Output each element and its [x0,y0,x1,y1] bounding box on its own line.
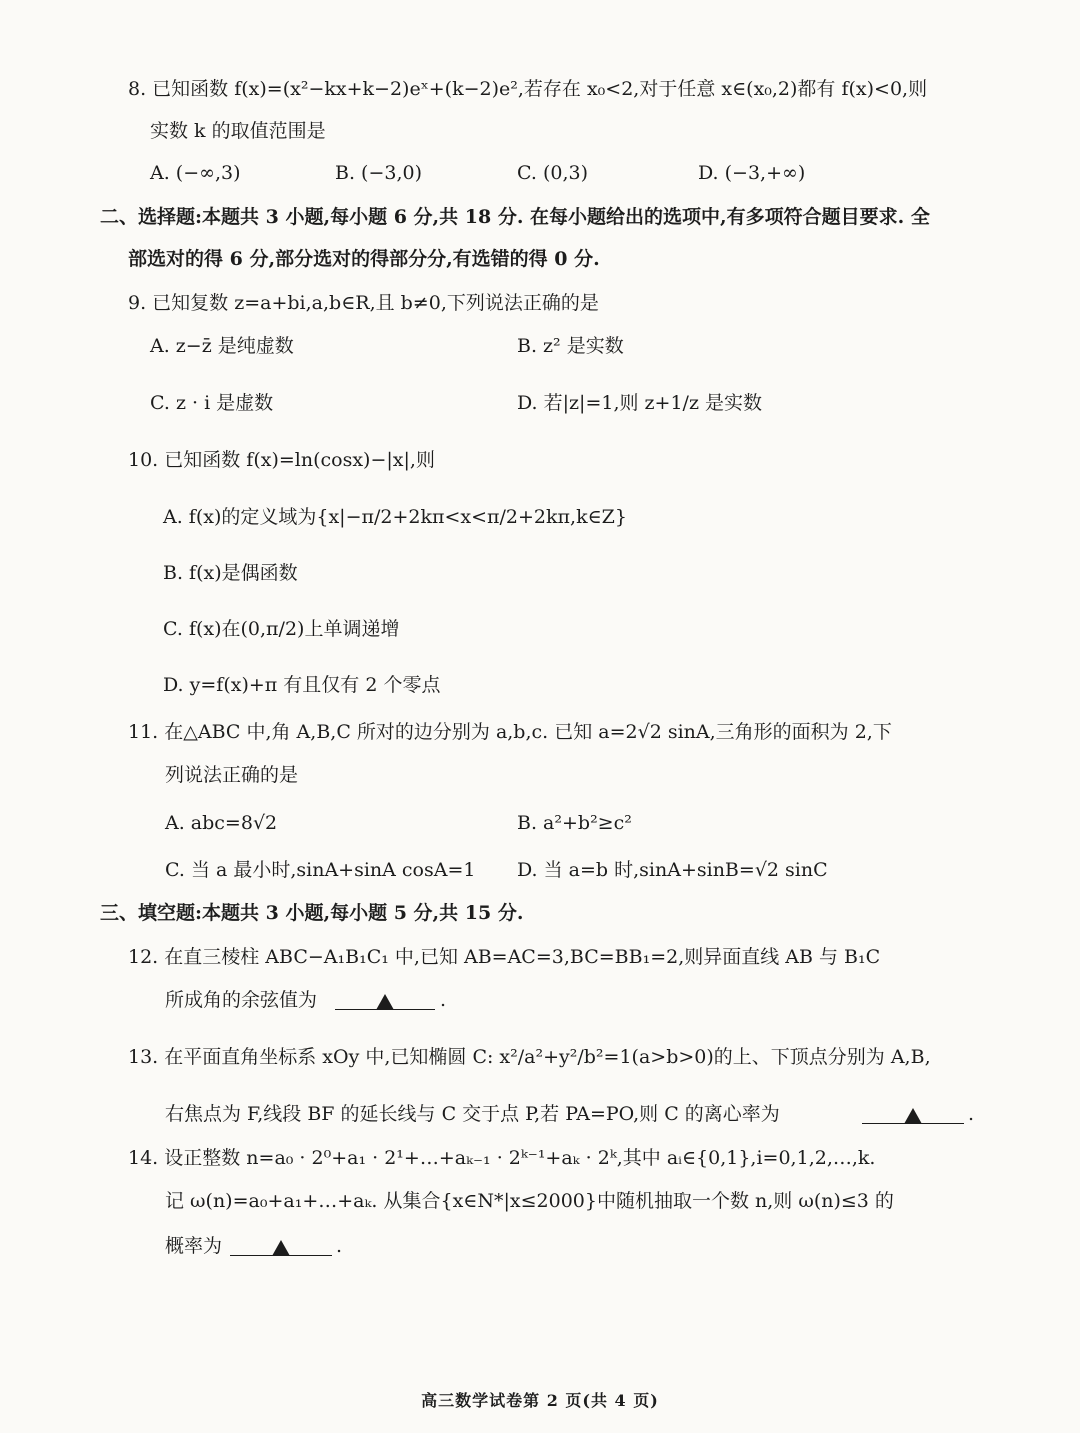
triangle-icon [904,1108,922,1124]
q10-option-d: D. y=f(x)+π 有且仅有 2 个零点 [163,674,441,696]
q10-stem: 10. 已知函数 f(x)=ln(cosx)−|x|,则 [128,449,435,471]
q10-option-c: C. f(x)在(0,π/2)上单调递增 [163,618,400,640]
q11-option-b: B. a²+b²≥c² [517,812,632,834]
q12-stem-line1: 12. 在直三棱柱 ABC−A₁B₁C₁ 中,已知 AB=AC=3,BC=BB₁=2,则异面直线 AB 与 B₁C [128,946,881,968]
q11-option-a: A. abc=8√2 [165,812,278,834]
q8-option-c: C. (0,3) [517,162,588,184]
q13-stem-line1: 13. 在平面直角坐标系 xOy 中,已知椭圆 C: x²/a²+y²/b²=1(a>b>0)的上、下顶点分别为 A,B, [128,1046,931,1068]
q9-option-b: B. z² 是实数 [517,335,624,357]
q14-stem-line3: 概率为 [165,1235,223,1257]
q13-stem-line2: 右焦点为 F,线段 BF 的延长线与 C 交于点 P,若 PA=PO,则 C 的离心率为 [165,1103,780,1125]
q11-stem-line1: 11. 在△ABC 中,角 A,B,C 所对的边分别为 a,b,c. 已知 a=2√2 sinA,三角形的面积为 2,下 [128,721,892,743]
q8-stem-line1: 8. 已知函数 f(x)=(x²−kx+k−2)eˣ+(k−2)e²,若存在 x₀<2,对于任意 x∈(x₀,2)都有 f(x)<0,则 [128,78,928,100]
q12-answer-blank[interactable] [335,987,435,1010]
q14-period: . [336,1235,343,1257]
section2-heading-line2: 部选对的得 6 分,部分选对的得部分分,有选错的得 0 分. [128,248,600,270]
q8-option-a: A. (−∞,3) [150,162,241,184]
q10-option-a: A. f(x)的定义域为{x|−π/2+2kπ<x<π/2+2kπ,k∈Z} [163,506,627,528]
q11-option-d: D. 当 a=b 时,sinA+sinB=√2 sinC [517,859,828,881]
q14-stem-line1: 14. 设正整数 n=a₀ · 2⁰+a₁ · 2¹+…+aₖ₋₁ · 2ᵏ⁻¹+aₖ · 2ᵏ,其中 aᵢ∈{0,1},i=0,1,2,…,k. [128,1147,876,1169]
q9-option-c: C. z · i 是虚数 [150,392,274,414]
q8-option-b: B. (−3,0) [335,162,423,184]
q11-stem-line2: 列说法正确的是 [165,764,299,786]
q10-option-b: B. f(x)是偶函数 [163,562,298,584]
q14-stem-line2: 记 ω(n)=a₀+a₁+…+aₖ. 从集合{x∈N*|x≤2000}中随机抽取一个数 n,则 ω(n)≤3 的 [165,1190,894,1212]
triangle-icon [376,994,394,1010]
q9-option-d: D. 若|z|=1,则 z+1/z 是实数 [517,392,763,414]
q8-option-d: D. (−3,+∞) [698,162,806,184]
page-footer: 高三数学试卷第 2 页(共 4 页) [421,1391,659,1410]
q9-option-a: A. z−z̄ 是纯虚数 [150,335,294,357]
section2-heading-line1: 二、选择题:本题共 3 小题,每小题 6 分,共 18 分. 在每小题给出的选项中,有多项符合题目要求. 全 [100,206,930,228]
q14-answer-blank[interactable] [230,1233,332,1256]
q9-stem: 9. 已知复数 z=a+bi,a,b∈R,且 b≠0,下列说法正确的是 [128,292,599,314]
q13-answer-blank[interactable] [862,1101,964,1124]
q13-period: . [968,1103,975,1125]
q12-stem-line2: 所成角的余弦值为 [165,989,318,1011]
section3-heading: 三、填空题:本题共 3 小题,每小题 5 分,共 15 分. [100,902,524,924]
q11-option-c: C. 当 a 最小时,sinA+sinA cosA=1 [165,859,476,881]
triangle-icon [272,1240,290,1256]
q12-period: . [440,989,447,1011]
q8-stem-line2: 实数 k 的取值范围是 [150,120,326,142]
